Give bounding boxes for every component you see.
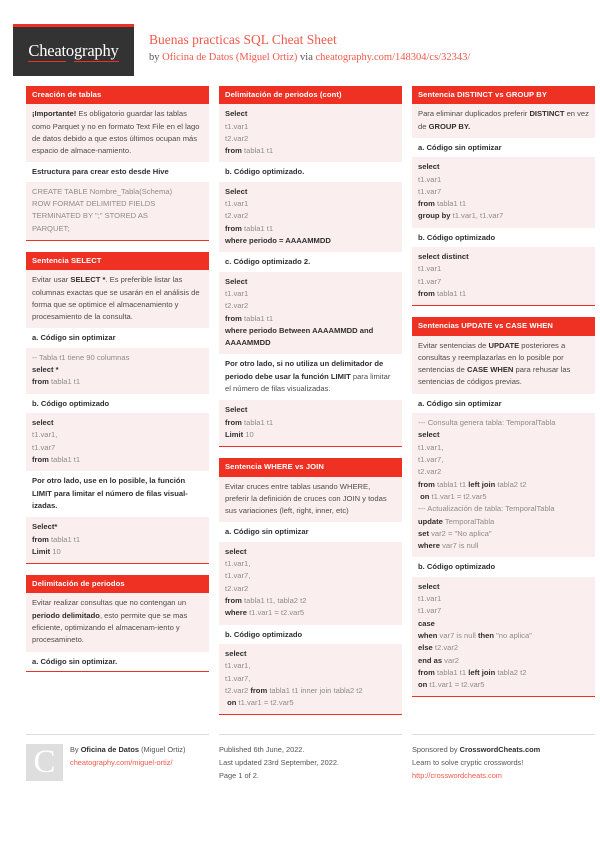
- code-line: from tabla1 t1: [225, 417, 274, 427]
- footer-author-suffix: (Miguel Ortiz): [139, 745, 186, 755]
- section-label: b. Código optimizado: [26, 394, 209, 413]
- code-line: update TemporalTabla: [418, 516, 495, 526]
- code-line: --- Actualización de tabla: TemporalTabla: [418, 504, 555, 514]
- code-line: t1.var1,: [225, 661, 251, 671]
- section-label: a. Código sin optimizar: [26, 328, 209, 347]
- code-line: Limit 10: [32, 546, 61, 556]
- page-number: Page 1 of 2.: [219, 771, 259, 781]
- code-snippet: [26, 413, 209, 471]
- block-title[interactable]: Delimitación de periodos: [26, 575, 209, 593]
- code-line: t2.var2: [225, 583, 249, 593]
- description-text: Por otro lado, use en lo posible, la función LIMIT para limitar el número de filas visual-izadas.: [26, 471, 209, 517]
- cheat-block: [26, 252, 209, 564]
- code-line: t1.var7: [418, 606, 442, 616]
- cheat-block: [219, 458, 402, 715]
- code-line: select *: [32, 365, 59, 375]
- code-line: from tabla1 t1: [32, 534, 81, 544]
- code-line: from tabla1 t1: [32, 377, 81, 387]
- byline-prefix: by: [149, 51, 163, 63]
- cheatography-logo[interactable]: [13, 24, 134, 76]
- footer-sponsor-col: [412, 734, 595, 783]
- code-line: select: [225, 546, 247, 556]
- code-line: where t1.var1 = t2.var5: [225, 608, 305, 618]
- code-line: from tabla1 t1, tabla2 t2: [225, 595, 307, 605]
- code-line: set var2 = "No aplica": [418, 528, 492, 538]
- sponsor-line: [412, 744, 595, 757]
- code-snippet: [26, 348, 209, 394]
- code-line: CREATE TABLE Nombre_Tabla(Schema): [32, 186, 173, 196]
- code-line: t1.var7: [32, 442, 56, 452]
- code-line: TERMINATED BY ";" STORED AS: [32, 211, 148, 221]
- sponsor-name: CrosswordCheats.com: [459, 745, 541, 755]
- code-line: t1.var1,: [418, 442, 444, 452]
- code-line: Limit 10: [225, 429, 254, 439]
- sponsor-link[interactable]: http://crosswordcheats.com: [412, 771, 502, 781]
- cheat-block: [26, 575, 209, 672]
- code-line: t2.var2: [225, 301, 249, 311]
- column-2: [219, 86, 402, 726]
- cheat-block: [26, 86, 209, 241]
- code-line: t1.var1: [418, 174, 442, 184]
- code-snippet: [412, 157, 595, 227]
- section-label: a. Código sin optimizar: [219, 522, 402, 541]
- code-line: t1.var7,: [418, 455, 444, 465]
- code-line: t1.var1: [225, 199, 249, 209]
- byline: [149, 51, 470, 65]
- code-line: group by t1.var1, t1.var7: [418, 211, 504, 221]
- code-line: t1.var7: [418, 186, 442, 196]
- footer-by-prefix: By: [70, 745, 81, 755]
- code-line: t1.var7,: [225, 571, 251, 581]
- description-text: Evitar usar SELECT *. Es preferible listar las columnas exactas que se usarán en el análisis de forma que se optimice el almacenamiento y procesamiento de la consulta.: [26, 270, 209, 328]
- updated-date: Last updated 23rd September, 2022.: [219, 758, 339, 768]
- code-line: from tabla1 t1 left join tabla2 t2: [418, 479, 527, 489]
- cheat-block: [219, 86, 402, 447]
- description-text: ¡Importante! Es obligatorio guardar las tablas como Parquet y no en formato Text File en el lago de datos debido a que estos últimos ocupan más espacio de almace-namiento.: [26, 104, 209, 162]
- code-line: when var7 is null then "no aplica": [418, 630, 532, 640]
- section-label: b. Código optimizado: [219, 625, 402, 644]
- code-line: t2.var2 from tabla1 t1 inner join tabla2 t2: [225, 685, 363, 695]
- description-text: Por otro lado, si no utiliza un delimitador de periodo debe usar la función LIMIT para limitar el número de filas visualizadas.: [219, 354, 402, 400]
- code-line: AAAAMMDD: [225, 338, 271, 348]
- block-title[interactable]: Creación de tablas: [26, 86, 209, 104]
- byline-via: via: [297, 51, 316, 63]
- columns-container: [13, 86, 587, 726]
- code-line: t1.var7,: [225, 673, 251, 683]
- block-title[interactable]: Sentencia DISTINCT vs GROUP BY: [412, 86, 595, 104]
- block-title[interactable]: Delimitación de periodos (cont): [219, 86, 402, 104]
- cheat-block: [412, 86, 595, 306]
- section-label: b. Código optimizado: [412, 557, 595, 576]
- code-line: ROW FORMAT DELIMITED FIELDS: [32, 199, 156, 209]
- section-label: Estructura para crear esto desde Hive: [26, 162, 209, 181]
- code-line: end as var2: [418, 655, 459, 665]
- code-snippet: [412, 577, 595, 697]
- code-line: from tabla1 t1: [225, 313, 274, 323]
- section-label: a. Código sin optimizar.: [26, 652, 209, 671]
- code-line: from tabla1 t1: [418, 289, 467, 298]
- code-line: t1.var1: [225, 121, 249, 131]
- footer-profile-link[interactable]: cheatography.com/miguel-ortiz/: [70, 758, 173, 768]
- code-line: PARQUET;: [32, 223, 70, 233]
- description-text: Evitar cruces entre tablas usando WHERE, preferir la definición de cruces con JOIN y todas sus variaciones (left, right, inner, etc): [219, 477, 402, 523]
- code-snippet: [412, 413, 595, 557]
- description-text: Evitar realizar consultas que no contengan un periodo delimitado, esto permite que se mas eficiente, optimizando el almacenam-iento y procesamineto.: [26, 593, 209, 651]
- code-line: select: [418, 581, 440, 591]
- code-line: where periodo = AAAAMMDD: [225, 236, 331, 246]
- footer: [13, 726, 587, 783]
- code-line: select: [418, 162, 440, 172]
- title-block: [149, 24, 470, 65]
- code-line: on t1.var1 = t2.var5: [418, 680, 485, 690]
- code-snippet: [412, 247, 595, 305]
- code-line: else t2.var2: [418, 643, 459, 653]
- source-url-link[interactable]: cheatography.com/148304/cs/32343/: [315, 51, 471, 63]
- code-line: --- Consulta genera tabla: TemporalTabla: [418, 418, 556, 428]
- column-3: [412, 86, 595, 708]
- code-snippet: [219, 104, 402, 162]
- code-line: Select: [225, 276, 248, 286]
- code-line: case: [418, 618, 435, 628]
- section-label: a. Código sin optimizar: [412, 394, 595, 413]
- code-line: from tabla1 t1: [225, 223, 274, 233]
- footer-author-name: Oficina de Datos: [80, 745, 140, 755]
- code-line: t1.var1: [225, 289, 249, 298]
- code-line: t2.var2: [225, 211, 249, 221]
- sponsor-tagline: Learn to solve cryptic crosswords!: [412, 758, 524, 768]
- code-line: on t1.var1 = t2.var5: [227, 698, 294, 708]
- code-line: from tabla1 t1: [32, 455, 81, 465]
- code-line: on t1.var1 = t2.var5: [420, 491, 487, 501]
- masthead: [13, 0, 587, 86]
- code-line: from tabla1 t1 left join tabla2 t2: [418, 667, 527, 677]
- code-line: from tabla1 t1: [418, 199, 467, 209]
- code-snippet: [219, 182, 402, 252]
- code-snippet: [219, 644, 402, 714]
- code-line: Select: [225, 109, 248, 119]
- author-link[interactable]: Oficina de Datos (Miguel Ortiz): [162, 51, 298, 63]
- section-label: b. Código optimizado.: [219, 162, 402, 181]
- code-line: select distinct: [418, 252, 469, 262]
- code-line: select: [418, 430, 440, 440]
- section-label: c. Código optimizado 2.: [219, 252, 402, 271]
- block-title[interactable]: Sentencia WHERE vs JOIN: [219, 458, 402, 476]
- code-line: where var7 is null: [418, 541, 479, 551]
- code-line: Select: [225, 186, 248, 196]
- code-line: t1.var1,: [225, 559, 251, 569]
- page-title: Buenas practicas SQL Cheat Sheet: [149, 32, 337, 47]
- footer-author-col: [26, 734, 209, 781]
- footer-author-text: [70, 744, 185, 781]
- code-line: select: [225, 648, 247, 658]
- code-line: t1.var1,: [32, 430, 58, 440]
- code-line: select: [32, 418, 54, 428]
- code-line: t2.var2: [418, 467, 442, 477]
- code-line: t1.var1: [418, 264, 442, 274]
- footer-dates-col: [219, 734, 402, 783]
- section-label: b. Código optimizado: [412, 228, 595, 247]
- code-line: t2.var2: [225, 133, 249, 143]
- code-line: -- Tabla t1 tiene 90 columnas: [32, 352, 130, 362]
- column-1: [26, 86, 209, 683]
- section-label: a. Código sin optimizar: [412, 138, 595, 157]
- code-snippet: [219, 542, 402, 625]
- block-title[interactable]: Sentencia SELECT: [26, 252, 209, 270]
- code-snippet: [26, 517, 209, 563]
- description-text: Evitar sentencias de UPDATE posteriores a consultas y reemplazarlas en lo posible por sentencias de CASE WHEN para rehusar las sentencias de códigos previas.: [412, 336, 595, 394]
- logo-text: Cheatography: [28, 41, 119, 60]
- code-snippet: [219, 272, 402, 355]
- code-line: Select: [225, 405, 248, 415]
- code-line: t1.var1: [418, 594, 442, 604]
- code-line: from tabla1 t1: [225, 146, 274, 156]
- code-snippet: [26, 182, 209, 240]
- published-date: Published 6th June, 2022.: [219, 745, 305, 755]
- code-snippet: [219, 400, 402, 446]
- avatar: C: [26, 744, 63, 781]
- code-line: where periodo Between AAAAMMDD and: [225, 325, 374, 335]
- sponsor-prefix: Sponsored by: [412, 745, 460, 755]
- code-line: t1.var7: [418, 276, 442, 286]
- description-text: Para eliminar duplicados preferir DISTINCT en vez de GROUP BY.: [412, 104, 595, 138]
- cheat-block: [412, 317, 595, 697]
- code-line: Select*: [32, 522, 58, 532]
- block-title[interactable]: Sentencias UPDATE vs CASE WHEN: [412, 317, 595, 335]
